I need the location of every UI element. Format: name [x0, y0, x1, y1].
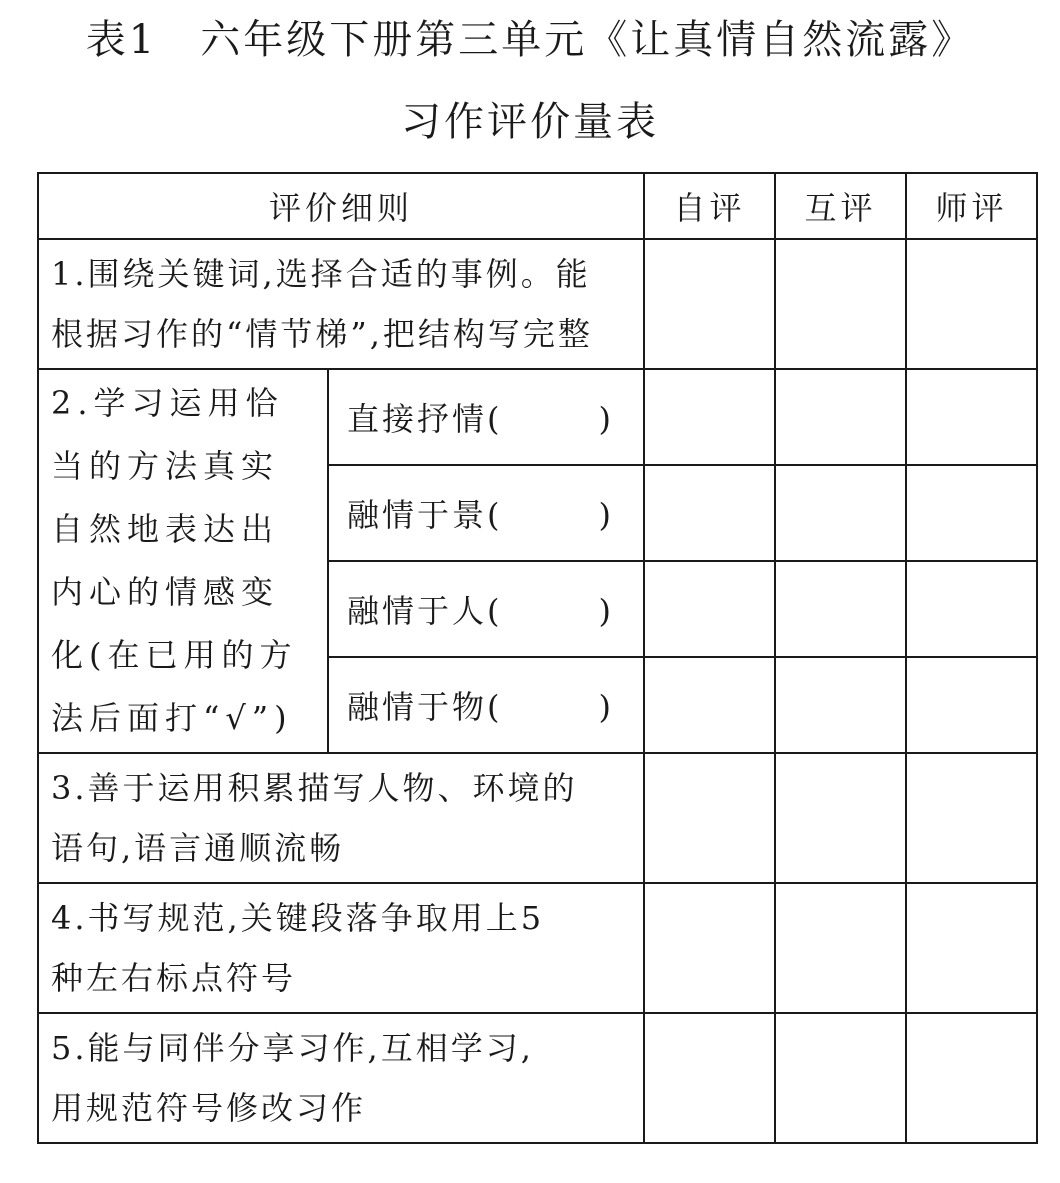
- criterion-5-line-1: 5.能与同伴分享习作,互相学习,: [51, 1029, 534, 1067]
- criterion-1-line-2: 根据习作的“情节梯”,把结构写完整: [51, 315, 593, 353]
- self-score-cell[interactable]: [644, 657, 775, 753]
- criterion-1: [38, 239, 644, 369]
- header-teacher-eval: 师评: [906, 173, 1037, 239]
- teacher-score-cell[interactable]: [906, 1013, 1037, 1143]
- self-score-cell[interactable]: [644, 465, 775, 561]
- teacher-score-cell[interactable]: [906, 369, 1037, 465]
- criterion-2-line-6: 法后面打“√”): [51, 699, 293, 737]
- table-row: [38, 883, 1037, 1013]
- table-row: [38, 753, 1037, 883]
- criterion-4-line-1: 4.书写规范,关键段落争取用上5: [51, 899, 545, 937]
- evaluation-rubric-table: [37, 172, 1038, 1144]
- table-row: [38, 239, 1037, 369]
- peer-score-cell[interactable]: [775, 1013, 906, 1143]
- method-label: 融情于物(: [347, 688, 503, 726]
- criterion-5-line-2: 用规范符号修改习作: [51, 1089, 367, 1127]
- self-score-cell[interactable]: [644, 369, 775, 465]
- peer-score-cell[interactable]: [775, 561, 906, 657]
- table-row: [38, 1013, 1037, 1143]
- self-score-cell[interactable]: [644, 883, 775, 1013]
- table-title: 表1 六年级下册第三单元《让真情自然流露》: [85, 17, 975, 63]
- teacher-score-cell[interactable]: [906, 561, 1037, 657]
- self-score-cell[interactable]: [644, 753, 775, 883]
- method-emotion-in-objects: [328, 657, 644, 753]
- peer-score-cell[interactable]: [775, 239, 906, 369]
- criterion-5: [38, 1013, 644, 1143]
- header-row: [38, 173, 1037, 239]
- criterion-4-line-2: 种左右标点符号: [51, 959, 297, 997]
- method-close-paren: ): [598, 400, 614, 438]
- teacher-score-cell[interactable]: [906, 883, 1037, 1013]
- teacher-score-cell[interactable]: [906, 465, 1037, 561]
- teacher-score-cell[interactable]: [906, 753, 1037, 883]
- criterion-2-line-4: 内心的情感变: [51, 573, 280, 611]
- method-direct-expression: [328, 369, 644, 465]
- criterion-2-line-1: 2.学习运用恰: [51, 384, 284, 422]
- method-label: 融情于景(: [347, 496, 503, 534]
- criterion-2: [38, 369, 328, 753]
- peer-score-cell[interactable]: [775, 465, 906, 561]
- header-peer-eval: 互评: [775, 173, 906, 239]
- criterion-4: [38, 883, 644, 1013]
- self-score-cell[interactable]: [644, 561, 775, 657]
- criterion-3-line-2: 语句,语言通顺流畅: [51, 829, 345, 867]
- method-emotion-in-people: [328, 561, 644, 657]
- criterion-3-line-1: 3.善于运用积累描写人物、环境的: [51, 769, 578, 807]
- peer-score-cell[interactable]: [775, 753, 906, 883]
- criterion-3: [38, 753, 644, 883]
- peer-score-cell[interactable]: [775, 657, 906, 753]
- header-self-eval: 自评: [644, 173, 775, 239]
- criterion-2-line-2: 当的方法真实: [51, 447, 280, 485]
- peer-score-cell[interactable]: [775, 369, 906, 465]
- self-score-cell[interactable]: [644, 239, 775, 369]
- method-label: 融情于人(: [347, 592, 503, 630]
- table-subtitle: 习作评价量表: [401, 99, 659, 145]
- criterion-2-line-5: 化(在已用的方: [51, 636, 298, 674]
- criterion-1-line-1: 1.围绕关键词,选择合适的事例。能: [51, 255, 591, 293]
- method-emotion-in-scenery: [328, 465, 644, 561]
- method-label: 直接抒情(: [347, 400, 503, 438]
- method-close-paren: ): [598, 688, 614, 726]
- self-score-cell[interactable]: [644, 1013, 775, 1143]
- table-row: [38, 369, 1037, 465]
- teacher-score-cell[interactable]: [906, 657, 1037, 753]
- peer-score-cell[interactable]: [775, 883, 906, 1013]
- method-close-paren: ): [598, 496, 614, 534]
- header-criteria: 评价细则: [38, 173, 644, 239]
- teacher-score-cell[interactable]: [906, 239, 1037, 369]
- method-close-paren: ): [598, 592, 614, 630]
- criterion-2-line-3: 自然地表达出: [51, 510, 280, 548]
